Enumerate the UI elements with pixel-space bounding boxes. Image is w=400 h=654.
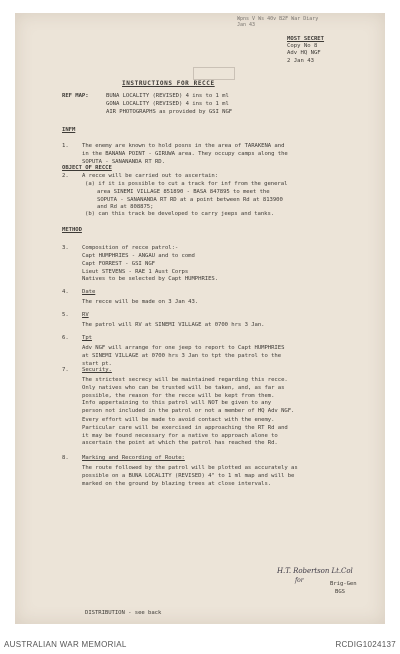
paragraph-line: The patrol will RV at SINEMI VILLAGE at 0700 hrs 3 Jan. (82, 322, 265, 328)
paragraph-number: 1. (62, 143, 69, 149)
subheading: Tpt (82, 335, 92, 341)
ref-map-label: REF MAP: (62, 93, 89, 99)
paragraph-line: at SINEMI VILLAGE at 0700 hrs 3 Jan to tpt the patrol to the (82, 352, 282, 359)
archive-header-line1: Wpns V Ws 40v B2F War Diary (237, 16, 319, 22)
paragraph-line: Composition of recce patrol:- (82, 245, 179, 251)
archive-header-line2: Jan 43 (237, 22, 256, 28)
paragraph-line: Only natives who can be trusted will be taken, and, as far as (82, 384, 285, 391)
paragraph-line: start pt. (82, 360, 112, 367)
paragraph-line: Capt HUMPHRIES - ANGAU and to comd (82, 253, 195, 259)
paragraph-line: area SINEMI VILLAGE 851890 - BASA 847895 to meet the (97, 188, 270, 195)
paragraph-number: 4. (62, 289, 69, 295)
paragraph-line: possible on a BUNA LOCALITY (REVISED) 4" to 1 ml map and will be (82, 472, 295, 479)
paragraph-number: 5. (62, 312, 69, 318)
signatory-rank: Brig-Gen (330, 581, 357, 587)
ref-map-line: BUNA LOCALITY (REVISED) 4 ins to 1 ml (106, 93, 229, 99)
signatory-appointment: BGS (335, 589, 345, 595)
ref-map-line: GONA LOCALITY (REVISED) 4 ins to 1 ml (106, 101, 229, 107)
paragraph-line: (a) if it is possible to cut a track for inf from the general (85, 181, 288, 187)
footer-institution: AUSTRALIAN WAR MEMORIAL (4, 640, 127, 649)
signature: H.T. Robertson Lt.Col (277, 567, 353, 575)
paragraph-number: 7. (62, 367, 69, 373)
document-page (15, 13, 385, 624)
paragraph-line: possible, the reason for the recce will be kept from them. (82, 392, 275, 399)
paragraph-line: The recce will be made on 3 Jan 43. (82, 299, 199, 305)
paragraph-line: The route followed by the patrol will be plotted as accurately as (82, 465, 298, 471)
subheading: Security. (82, 367, 112, 373)
paragraph-number: 6. (62, 335, 69, 341)
paragraph-number: 3. (62, 245, 69, 251)
paragraph-line: Adv NGF will arrange for one jeep to report to Capt HUMPHRIES (82, 345, 285, 351)
paragraph-line: it may be found necessary for a native to approach alone to (82, 432, 278, 439)
faded-stamp (193, 67, 235, 80)
paragraph-line: Natives to be selected by Capt HUMPHRIES. (82, 276, 219, 283)
subheading: Marking and Recording of Route: (82, 455, 185, 461)
section-heading: OBJECT OF RECCE (62, 165, 112, 171)
paragraph-line: Lieut STEVENS - RAE 1 Aust Corps (82, 268, 189, 275)
issuing-unit: Adv HQ NGF (287, 50, 321, 57)
paragraph-line: person not included in the patrol or not a member of HQ Adv NGF. (82, 408, 295, 415)
distribution-note: DISTRIBUTION - see back (85, 610, 162, 616)
paragraph-line: Particular care will be exercised in approaching the RT Rd and (82, 424, 288, 431)
paragraph-line: Capt FORREST - GSI NGF (82, 260, 155, 267)
section-heading: METHOD (62, 227, 82, 233)
signature-scrawl: for (295, 577, 304, 584)
footer-reference: RCDIG1024137 (335, 640, 396, 649)
paragraph-number: 8. (62, 455, 69, 461)
issue-date: 2 Jan 43 (287, 57, 314, 64)
subheading: Date (82, 289, 96, 295)
paragraph-line: ascertain the point at which the patrol has reached the Rd. (82, 440, 278, 447)
document-title: INSTRUCTIONS FOR RECCE (122, 80, 215, 87)
paragraph-line: in the BANANA POINT - GIRUWA area. They occupy camps along the (82, 150, 288, 157)
section-heading: INFM (62, 127, 76, 133)
classification-block (287, 36, 365, 65)
ref-map-line: AIR PHOTOGRAPHS as provided by GSI NGF (106, 109, 233, 115)
paragraph-line: (b) can this track be developed to carry jeeps and tanks. (85, 211, 275, 217)
paragraph-number: 2. (62, 173, 69, 179)
paragraph-line: Every effort will be made to avoid contact with the enemy. (82, 417, 275, 423)
copy-number: Copy No 8 (287, 43, 318, 50)
archive-footer (0, 634, 400, 654)
paragraph-line: Info appertaining to this patrol will NOT be given to any (82, 400, 272, 407)
paragraph-line: The enemy are known to hold posns in the area of TARAKENA and (82, 143, 285, 149)
paragraph-line: A recce will be carried out to ascertain: (82, 173, 219, 179)
archive-header (237, 16, 318, 28)
paragraph-line: SOPUTA - SANANANDA RT RD at a point between Rd at 813900 (97, 196, 283, 203)
paragraph-line: and Rd at 808875; (97, 204, 154, 211)
paragraph-line: marked on the ground by blazing trees at close intervals. (82, 480, 272, 487)
subheading: RV (82, 312, 89, 318)
paragraph-line: The strictest secrecy will be maintained regarding this recce. (82, 377, 288, 383)
paragraph-line: SOPUTA - SANANANDA RT RD. (82, 158, 165, 165)
secrecy-marking: MOST SECRET (287, 36, 325, 42)
